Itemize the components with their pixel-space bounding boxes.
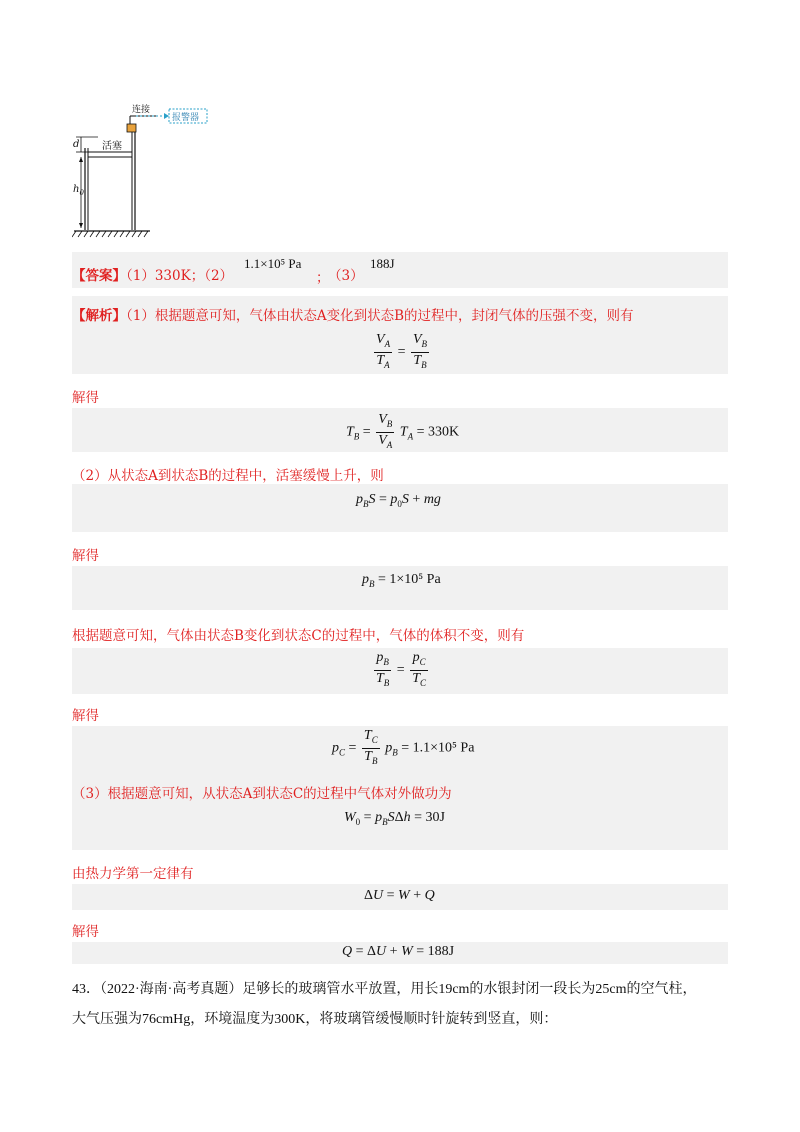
equation-q: Q = ΔU + W = 188J	[342, 944, 455, 959]
answer-tag: 【答案】	[72, 268, 126, 284]
solve-label-1: 解得	[72, 390, 99, 406]
answer-work: 188J	[370, 256, 395, 271]
piston-label: 活塞	[102, 141, 122, 152]
analysis-tag: 【解析】	[72, 308, 126, 324]
equation-first-law: ΔU = W + Q	[364, 888, 435, 903]
answer-p3: （3）	[328, 268, 364, 284]
answer-sep: ；	[316, 270, 330, 286]
answer-pressure: 1.1×10⁵ Pa	[244, 256, 302, 271]
equation-force-balance: $p_BS = p_0S$ + mg	[356, 492, 441, 509]
equation-pc: $p_C$ = $\frac{T_C}{T_B}$ $p_B = 1.1\times 10^5$ Pa	[332, 728, 475, 766]
h0-label: $h_0$	[73, 184, 84, 197]
equation-pb-tb: $\frac{p_B}{T_B}$ = $\frac{p_C}{T_C}$	[376, 650, 427, 688]
equation-va-ta: $\frac{V_A}{T_A}$ = $\frac{V_B}{T_B}$	[376, 332, 428, 370]
equation-tb: $T_B$ = $\frac{V_B}{V_A}$ $T_A = 330K$	[346, 412, 460, 450]
question-43-line-1: 43．（2022·海南·高考真题）足够长的玻璃管水平放置，用长19cm的水银封闭一段长为25cm的空气柱，	[72, 982, 697, 997]
d-label: d	[73, 139, 80, 150]
part2-text: （2）从状态A到状态B的过程中，活塞缓慢上升，则	[72, 468, 384, 484]
answer-line: 【答案】（1）330K；（2）	[72, 268, 234, 284]
para3-text: 根据题意可知，气体由状态B变化到状态C的过程中，气体的体积不变，则有	[72, 628, 525, 644]
solve-label-4: 解得	[72, 924, 99, 940]
connect-label: 连接	[132, 105, 151, 115]
solve-label-3: 解得	[72, 708, 99, 724]
equation-pb: $p_B = 1\times 10^5$ Pa	[362, 572, 441, 589]
analysis-intro: 【解析】（1）根据题意可知，气体由状态A变化到状态B的过程中，封闭气体的压强不变，则有	[72, 308, 634, 324]
equation-work: $W_0 = p_BS\Delta h = 30J$	[344, 810, 445, 827]
alarm-label: 报警器	[172, 113, 200, 123]
part3-text: （3）根据题意可知，从状态A到状态C的过程中气体对外做功为	[72, 786, 452, 802]
law-text: 由热力学第一定律有	[72, 866, 194, 882]
question-43-line-2: 大气压强为76cmHg，环境温度为300K，将玻璃管缓慢顺时针旋转到竖直，则：	[72, 1012, 558, 1027]
solve-label-2: 解得	[72, 548, 99, 564]
cylinder-diagram	[72, 100, 232, 240]
